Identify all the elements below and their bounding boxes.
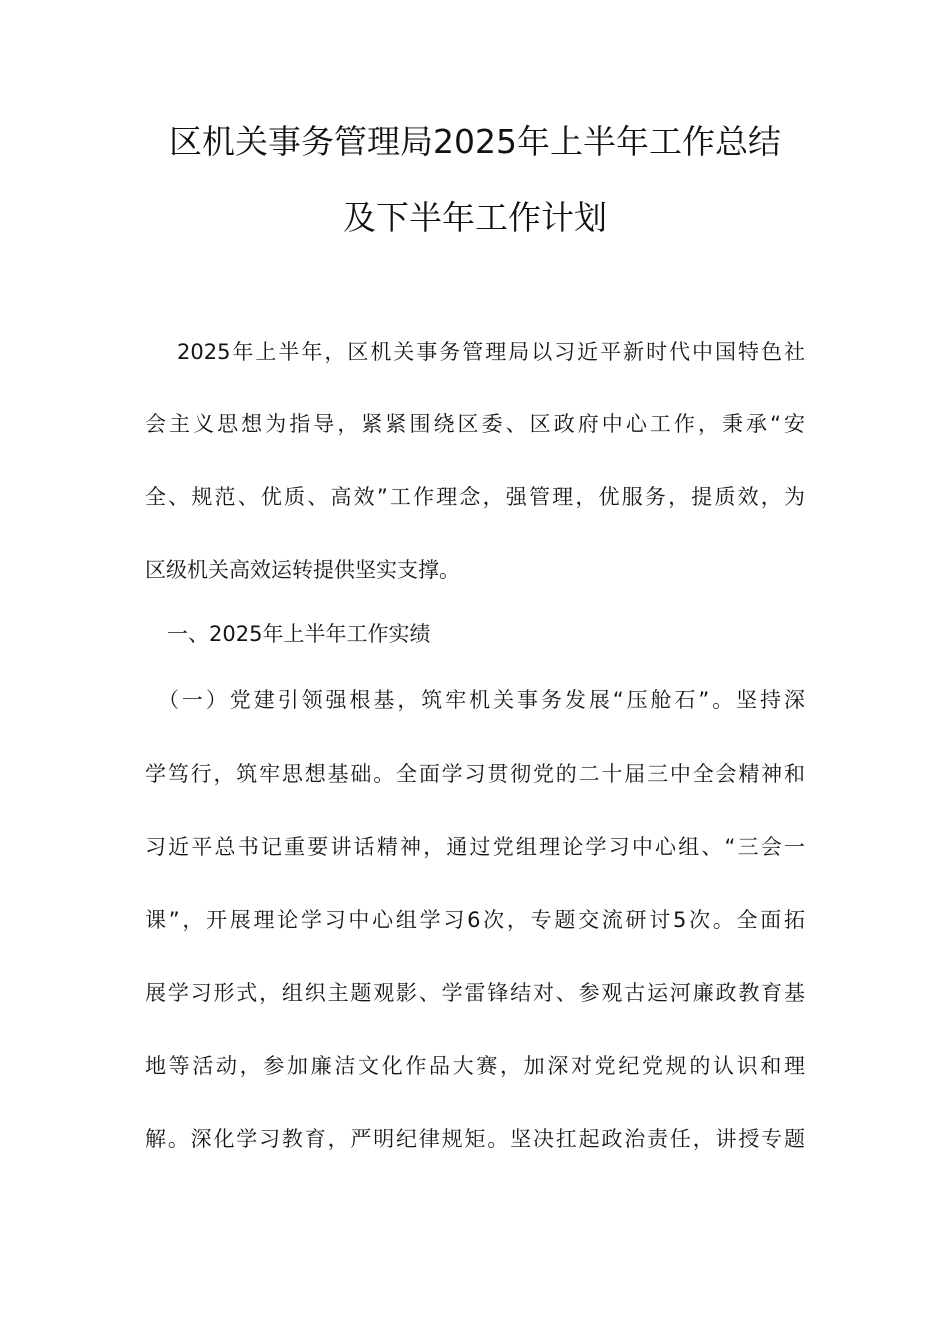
section-heading: 一、2025年上半年工作实绩 — [167, 622, 431, 646]
intro-paragraph-line-1: 2025年上半年，区机关事务管理局以习近平新时代中国特色社 — [177, 340, 805, 364]
section1-paragraph-line-5: 展学习形式，组织主题观影、学雷锋结对、参观古运河廉政教育基 — [145, 981, 805, 1005]
section1-paragraph-line-4: 课”，开展理论学习中心组学习6次，专题交流研讨5次。全面拓 — [145, 908, 805, 932]
intro-paragraph-line-4: 区级机关高效运转提供坚实支撑。 — [145, 558, 460, 582]
section1-paragraph-line-7: 解。深化学习教育，严明纪律规矩。坚决扛起政治责任，讲授专题 — [145, 1127, 805, 1151]
document-title-line-1: 区机关事务管理局2025年上半年工作总结 — [169, 122, 781, 161]
intro-paragraph-line-3: 全、规范、优质、高效”工作理念，强管理，优服务，提质效，为 — [145, 485, 805, 509]
section1-paragraph-line-3: 习近平总书记重要讲话精神，通过党组理论学习中心组、“三会一 — [145, 835, 805, 859]
document-title-line-2: 及下半年工作计划 — [343, 198, 607, 237]
section1-paragraph-line-2: 学笃行，筑牢思想基础。全面学习贯彻党的二十届三中全会精神和 — [145, 762, 805, 786]
section1-paragraph-line-6: 地等活动，参加廉洁文化作品大赛，加深对党纪党规的认识和理 — [145, 1054, 805, 1078]
section1-paragraph-line-1: （一）党建引领强根基，筑牢机关事务发展“压舱石”。坚持深 — [158, 688, 805, 712]
intro-paragraph-line-2: 会主义思想为指导，紧紧围绕区委、区政府中心工作，秉承“安 — [145, 412, 805, 436]
